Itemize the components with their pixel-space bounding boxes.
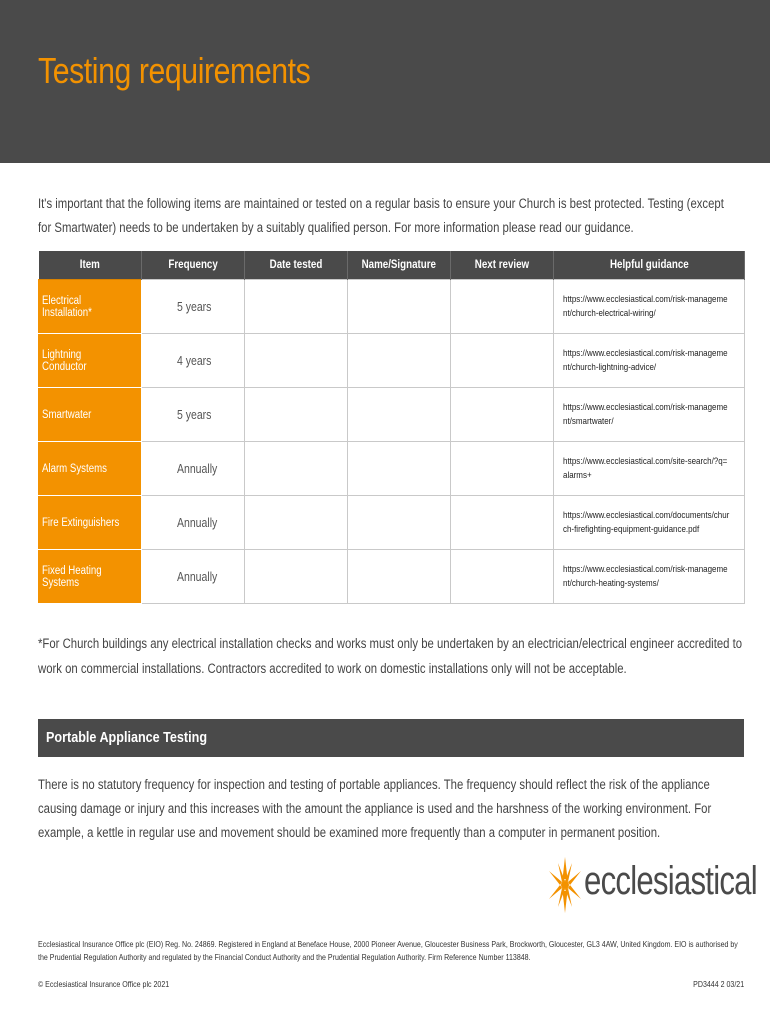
intro-paragraph: It's important that the following items are maintained or tested on a regular basis to ensure your Church is best protected. Testing (except for Smartwater) needs to be undertaken by a suitably qualified person. For more information please read our guidance.: [38, 196, 724, 235]
column-header-helpful-guidance: Helpful guidance: [554, 251, 745, 280]
table-row: [39, 550, 745, 604]
date-tested-field[interactable]: [245, 442, 348, 496]
item-cell: Smartwater: [39, 388, 142, 442]
next-review-field[interactable]: [451, 334, 554, 388]
column-header-name-signature: Name/Signature: [348, 251, 451, 280]
guidance-link[interactable]: https://www.ecclesiastical.com/risk-management/church-lightning-advice/: [554, 334, 745, 388]
name-signature-field[interactable]: [348, 388, 451, 442]
pat-section-title: Portable Appliance Testing: [46, 729, 208, 746]
next-review-field[interactable]: [451, 496, 554, 550]
guidance-link[interactable]: https://www.ecclesiastical.com/site-search/?q=alarms+: [554, 442, 745, 496]
guidance-link[interactable]: https://www.ecclesiastical.com/risk-management/church-heating-systems/: [554, 550, 745, 604]
electrical-footnote: *For Church buildings any electrical installation checks and works must only be undertaken by an electrician/electrical engineer accredited to work on commercial installations. Contractors accredited to work on domestic installations only will not be acceptable.: [38, 636, 743, 676]
next-review-field[interactable]: [451, 550, 554, 604]
guidance-link[interactable]: https://www.ecclesiastical.com/documents/church-firefighting-equipment-guidance.pdf: [554, 496, 745, 550]
item-cell: Fire Extinguishers: [39, 496, 142, 550]
pat-section-header: [38, 719, 744, 757]
guidance-link[interactable]: https://www.ecclesiastical.com/risk-management/smartwater/: [554, 388, 745, 442]
frequency-cell: Annually: [142, 442, 245, 496]
table-row: [39, 334, 745, 388]
name-signature-field[interactable]: [348, 550, 451, 604]
column-header-item: Item: [39, 251, 142, 280]
guidance-link[interactable]: https://www.ecclesiastical.com/risk-management/church-electrical-wiring/: [554, 280, 745, 334]
star-burst-icon: [548, 855, 582, 915]
date-tested-field[interactable]: [245, 388, 348, 442]
legal-text: Ecclesiastical Insurance Office plc (EIO) Reg. No. 24869. Registered in England at Beneface House, 2000 Pioneer Avenue, Gloucester Business Park, Brockworth, Gloucester, GL3 4AW, United Kingdom. EIO is authorised by the Prudential Regulation Authority and regulated by the Financial Conduct Authority and the Prudential Regulation Authority. Firm Reference Number 113848.: [38, 939, 738, 962]
table-row: [39, 280, 745, 334]
next-review-field[interactable]: [451, 442, 554, 496]
testing-table: [38, 251, 745, 604]
frequency-cell: Annually: [142, 496, 245, 550]
table-row: [39, 388, 745, 442]
date-tested-field[interactable]: [245, 496, 348, 550]
item-cell: Fixed Heating Systems: [39, 550, 142, 604]
next-review-field[interactable]: [451, 388, 554, 442]
frequency-cell: 5 years: [142, 388, 245, 442]
name-signature-field[interactable]: [348, 442, 451, 496]
table-header-row: [39, 251, 745, 280]
item-cell: Lightning Conductor: [39, 334, 142, 388]
ecclesiastical-logo: [548, 855, 757, 915]
frequency-cell: 5 years: [142, 280, 245, 334]
copyright-text: © Ecclesiastical Insurance Office plc 2021: [38, 979, 170, 989]
column-header-next-review: Next review: [451, 251, 554, 280]
pat-paragraph: There is no statutory frequency for inspection and testing of portable appliances. The frequency should reflect the risk of the appliance causing damage or injury and this increases with the amount the appliance is used and the harshness of the working environment. For example, a kettle in regular use and movement should be examined more frequently than a computer in permanent position.: [38, 777, 712, 840]
header-banner: [0, 0, 770, 163]
name-signature-field[interactable]: [348, 280, 451, 334]
column-header-date-tested: Date tested: [245, 251, 348, 280]
name-signature-field[interactable]: [348, 496, 451, 550]
item-cell: Alarm Systems: [39, 442, 142, 496]
column-header-frequency: Frequency: [142, 251, 245, 280]
name-signature-field[interactable]: [348, 334, 451, 388]
table-row: [39, 496, 745, 550]
date-tested-field[interactable]: [245, 334, 348, 388]
date-tested-field[interactable]: [245, 280, 348, 334]
next-review-field[interactable]: [451, 280, 554, 334]
frequency-cell: Annually: [142, 550, 245, 604]
table-row: [39, 442, 745, 496]
item-cell: Electrical Installation*: [39, 280, 142, 334]
document-reference: PD3444 2 03/21: [693, 979, 744, 989]
logo-wordmark: ecclesiastical: [584, 859, 757, 903]
frequency-cell: 4 years: [142, 334, 245, 388]
date-tested-field[interactable]: [245, 550, 348, 604]
page-title: Testing requirements: [38, 50, 311, 91]
